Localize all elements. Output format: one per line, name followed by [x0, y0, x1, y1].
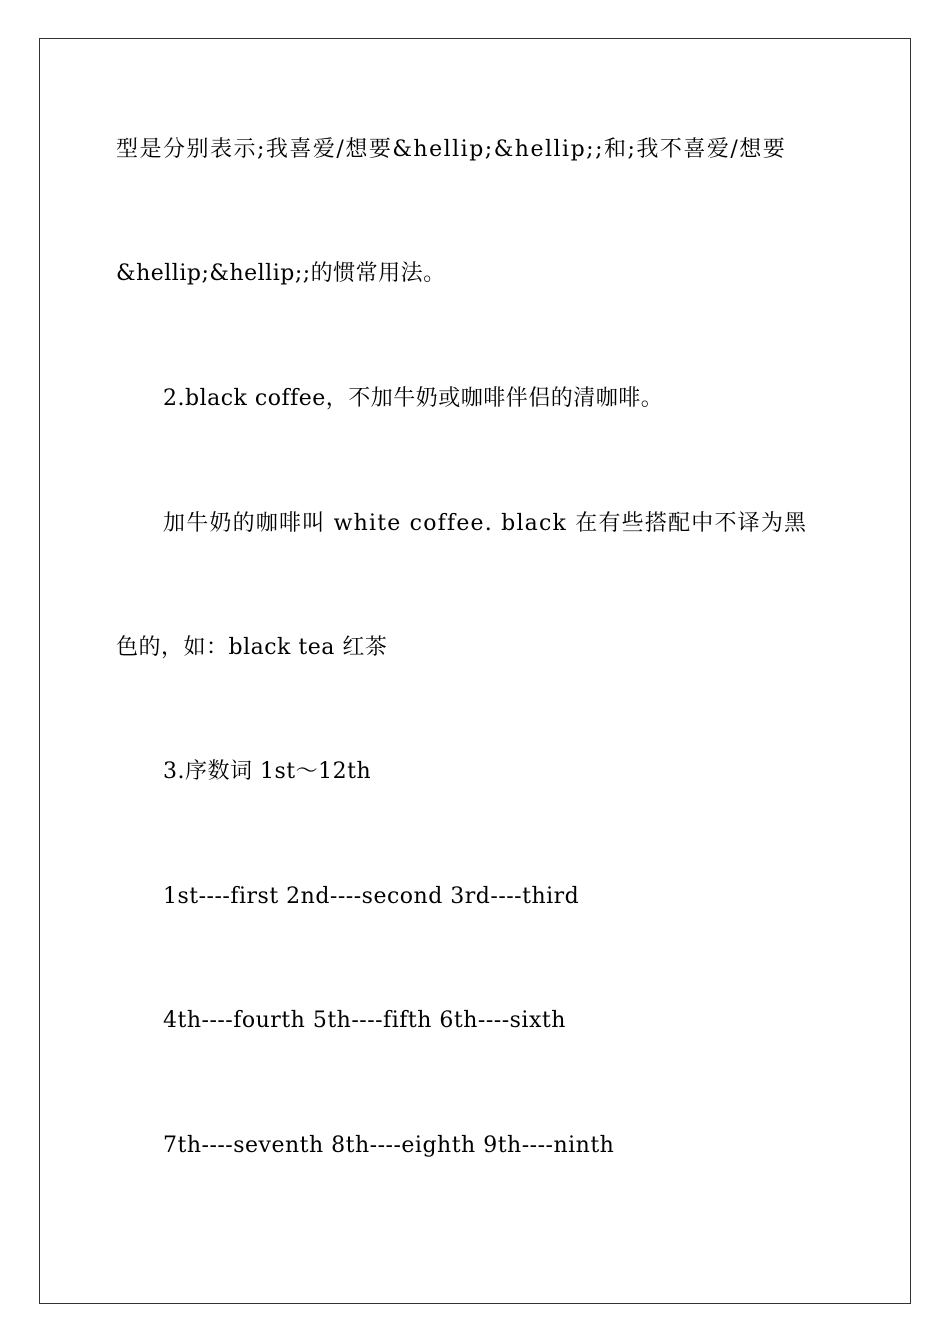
paragraph-line-4: 加牛奶的咖啡叫 white coffee. black 在有些搭配中不译为黑 [163, 511, 808, 536]
paragraph-line-5: 色的，如：black tea 红茶 [116, 635, 388, 660]
paragraph-line-2: &hellip;&hellip;;的惯常用法。 [116, 261, 446, 286]
paragraph-line-8: 4th----fourth 5th----fifth 6th----sixth [163, 1008, 566, 1033]
paragraph-line-1: 型是分别表示;我喜爱/想要&hellip;&hellip;;和;我不喜爱/想要 [116, 137, 787, 162]
paragraph-line-3: 2.black coffee，不加牛奶或咖啡伴侣的清咖啡。 [163, 386, 664, 411]
paragraph-line-9: 7th----seventh 8th----eighth 9th----ninth [163, 1133, 615, 1158]
page-border [39, 38, 911, 1304]
paragraph-line-6: 3.序数词 1st～12th [163, 759, 372, 784]
paragraph-line-7: 1st----first 2nd----second 3rd----third [163, 884, 580, 909]
